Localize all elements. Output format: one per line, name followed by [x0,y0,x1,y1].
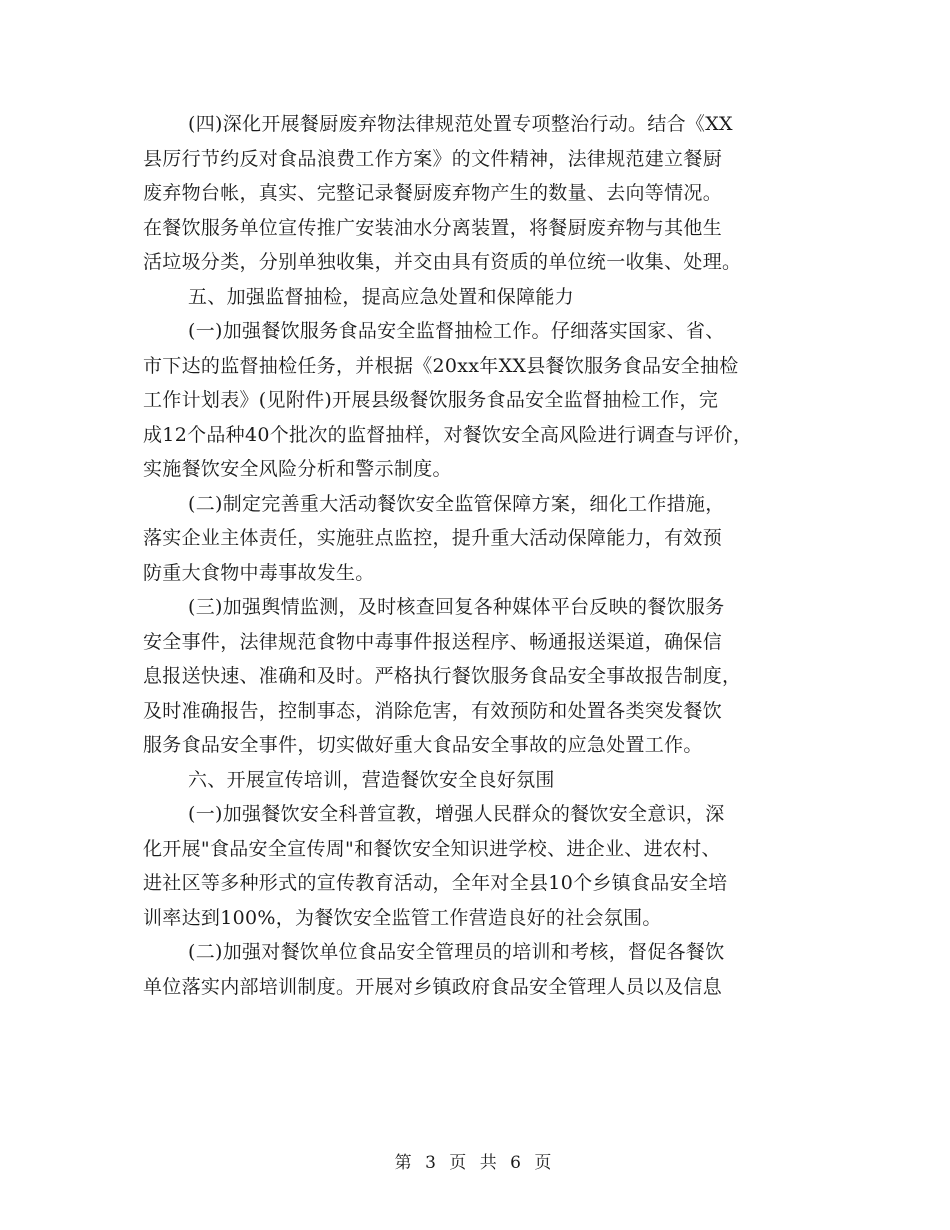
text-line: (一)加强餐饮安全科普宣教，增强人民群众的餐饮安全意识，深 [188,803,725,825]
text-line: 六、开展宣传培训，营造餐饮安全良好氛围 [188,768,555,791]
text-line: (二)加强对餐饮单位食品安全管理员的培训和考核，督促各餐饮 [188,941,725,963]
text-line: 落实企业主体责任，实施驻点监控，提升重大活动保障能力，有效预 [143,527,723,549]
text-line: 废弃物台帐，真实、完整记录餐厨废弃物产生的数量、去向等情况。 [143,182,723,204]
text-line: 进社区等多种形式的宣传教育活动，全年对全县10个乡镇食品安全培 [143,872,728,894]
text-line: 活垃圾分类，分别单独收集，并交由具有资质的单位统一收集、处理。 [143,251,742,273]
text-line: 单位落实内部培训制度。开展对乡镇政府食品安全管理人员以及信息 [143,975,723,998]
text-line: 安全事件，法律规范食物中毒事件报送程序、畅通报送渠道，确保信 [143,630,723,653]
text-line: 市下达的监督抽检任务，并根据《20xx年XX县餐饮服务食品安全抽检 [143,354,739,377]
text-line: 及时准确报告，控制事态，消除危害，有效预防和处置各类突发餐饮 [143,699,723,722]
text-line: 工作计划表》(见附件)开展县级餐饮服务食品安全监督抽检工作，完 [143,389,719,411]
text-line: 息报送快速、准确和及时。严格执行餐饮服务食品安全事故报告制度， [143,665,742,687]
text-line: 成12个品种40个批次的监督抽样，对餐饮安全高风险进行调查与评价， [143,423,753,446]
text-line: 化开展"食品安全宣传周"和餐饮安全知识进学校、进企业、进农村、 [143,837,721,860]
text-line: 实施餐饮安全风险分析和警示制度。 [143,458,452,480]
text-line: 县厉行节约反对食品浪费工作方案》的文件精神，法律规范建立餐厨 [143,147,723,170]
page-footer: 第 3 页 共 6 页 [394,1153,556,1173]
text-line: (一)加强餐饮服务食品安全监督抽检工作。仔细落实国家、省、 [188,320,725,342]
document-body [143,107,823,1004]
text-line: 在餐饮服务单位宣传推广安装油水分离装置，将餐厨废弃物与其他生 [143,216,723,239]
text-line: (三)加强舆情监测，及时核查回复各种媒体平台反映的餐饮服务 [188,596,725,618]
text-line: 训率达到100%，为餐饮安全监管工作营造良好的社会氛围。 [143,906,662,929]
text-line: 服务食品安全事件，切实做好重大食品安全事故的应急处置工作。 [143,734,703,756]
text-line: (二)制定完善重大活动餐饮安全监管保障方案，细化工作措施， [188,492,725,515]
text-line: 防重大食物中毒事故发生。 [143,561,375,584]
text-line: 五、加强监督抽检，提高应急处置和保障能力 [188,285,575,308]
text-line: (四)深化开展餐厨废弃物法律规范处置专项整治行动。结合《XX [188,113,733,135]
